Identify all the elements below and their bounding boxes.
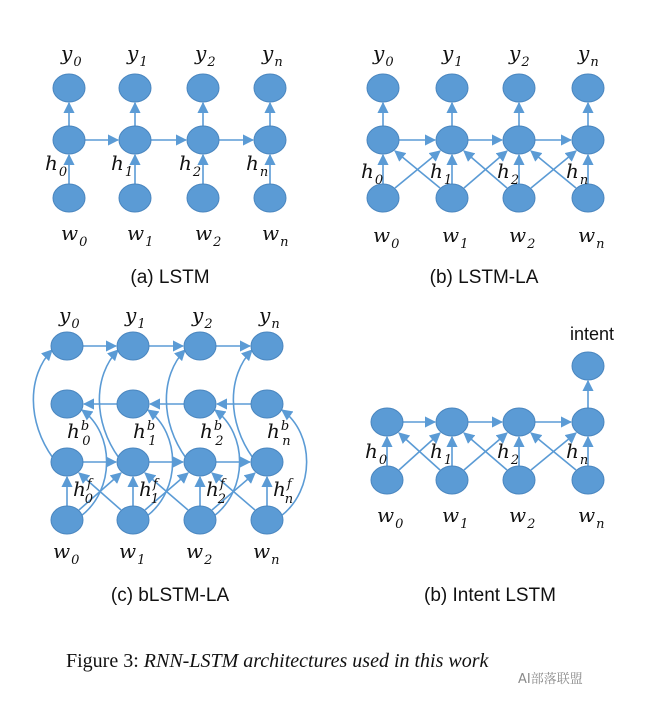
a-input-label — [195, 221, 221, 250]
a-hidden-label — [179, 151, 201, 180]
d-input-label-sub: n — [596, 517, 605, 532]
b-output-label-sub: 2 — [521, 55, 530, 70]
c-input-label-base: w — [253, 539, 271, 563]
d-input-label-base: w — [442, 503, 460, 527]
a-hidden-node — [119, 126, 151, 154]
d-input-node — [572, 466, 604, 494]
c-forward-label-sub: 1 — [150, 492, 159, 507]
c-backward-label-base: h — [133, 419, 146, 443]
a-output-label-base: y — [262, 41, 274, 65]
b-hidden-node — [572, 126, 604, 154]
b-output-label — [441, 41, 463, 70]
a-hidden-label-sub: n — [259, 165, 269, 180]
b-input-node — [367, 184, 399, 212]
b-output-label-sub: n — [590, 55, 599, 70]
a-output-node — [53, 74, 85, 102]
c-input-label-sub: 2 — [204, 553, 213, 568]
c-panel-caption: (c) bLSTM-LA — [110, 585, 230, 606]
a-output-label-sub: n — [274, 55, 283, 70]
c-input-label — [186, 539, 212, 568]
b-hidden-label-base: h — [497, 159, 510, 183]
a-hidden-label — [45, 151, 67, 180]
c-input-label — [119, 539, 145, 568]
b-hidden-label — [566, 159, 588, 188]
a-output-label-base: y — [127, 41, 139, 65]
c-input-node — [184, 506, 216, 534]
c-backward-label-sub: n — [282, 434, 291, 449]
d-intent-label: intent — [569, 324, 615, 344]
b-input-label-sub: 2 — [527, 237, 536, 252]
a-input-node — [254, 184, 286, 212]
c-backward-label-sup: b — [280, 419, 290, 434]
b-input-node — [436, 184, 468, 212]
d-input-node — [436, 466, 468, 494]
b-output-node — [436, 74, 468, 102]
c-forward-label — [206, 477, 227, 507]
c-forward-label-sup: f — [219, 477, 225, 492]
a-input-label-base: w — [195, 221, 213, 245]
figure-caption-prefix: Figure 3: — [66, 650, 139, 672]
b-hidden-label — [361, 159, 383, 188]
b-hidden-label-sub: 1 — [443, 173, 453, 188]
b-input-node — [503, 184, 535, 212]
d-hidden-node — [572, 408, 604, 436]
c-backward-label-base: h — [200, 419, 213, 443]
b-output-label-base: y — [442, 41, 454, 65]
c-input-label-sub: 1 — [137, 553, 146, 568]
a-output-label-sub: 2 — [207, 55, 216, 70]
d-hidden-node — [503, 408, 535, 436]
c-input-label-base: w — [186, 539, 204, 563]
b-output-label — [372, 41, 394, 70]
a-output-node — [187, 74, 219, 102]
d-hidden-label-base: h — [365, 439, 378, 463]
a-hidden-label — [111, 151, 133, 180]
d-input-label — [509, 503, 535, 532]
c-backward-label-sub: 1 — [148, 434, 157, 449]
c-backward-label — [267, 419, 291, 449]
c-forward-hidden-node — [51, 448, 83, 476]
c-backward-hidden-node — [184, 390, 216, 418]
a-input-label — [262, 221, 289, 250]
d-hidden-label-base: h — [497, 439, 510, 463]
d-input-label — [442, 503, 468, 532]
c-output-label-sub: 2 — [204, 317, 213, 332]
a-input-label-sub: 2 — [213, 235, 222, 250]
d-hidden-label — [365, 439, 387, 468]
b-hidden-label — [430, 159, 452, 188]
a-input-label-base: w — [127, 221, 145, 245]
c-backward-label-sup: b — [80, 419, 90, 434]
b-output-label-base: y — [509, 41, 521, 65]
d-hidden-label-base: h — [430, 439, 443, 463]
c-forward-label-base: h — [273, 477, 286, 501]
b-output-node — [572, 74, 604, 102]
figure-caption-title: RNN-LSTM architectures used in this work — [143, 650, 489, 672]
c-forward-label-base: h — [73, 477, 86, 501]
c-forward-label-base: h — [139, 477, 152, 501]
b-hidden-node — [367, 126, 399, 154]
b-output-label-base: y — [373, 41, 385, 65]
a-input-label-sub: 0 — [79, 235, 88, 250]
c-output-label — [258, 303, 280, 332]
d-input-label-base: w — [377, 503, 395, 527]
d-intent-node — [572, 352, 604, 380]
b-output-node — [503, 74, 535, 102]
a-hidden-label-base: h — [179, 151, 192, 175]
c-output-label-base: y — [59, 303, 71, 327]
c-backward-label-base: h — [267, 419, 280, 443]
d-hidden-label-sub: 1 — [443, 453, 453, 468]
b-input-label — [509, 223, 535, 252]
c-forward-label-sup: f — [86, 477, 92, 492]
c-output-node — [251, 332, 283, 360]
b-output-label — [577, 41, 599, 70]
a-input-label — [61, 221, 87, 250]
b-input-label-sub: 0 — [391, 237, 400, 252]
a-input-label-base: w — [61, 221, 79, 245]
a-input-node — [53, 184, 85, 212]
c-input-label — [253, 539, 280, 568]
c-backward-label-sup: b — [213, 419, 223, 434]
c-output-node — [184, 332, 216, 360]
c-forward-label-sup: f — [286, 477, 292, 492]
a-output-label-sub: 1 — [139, 55, 148, 70]
b-input-label — [442, 223, 468, 252]
c-backward-label-sub: 0 — [82, 434, 91, 449]
b-input-label — [373, 223, 399, 252]
a-input-label — [127, 221, 153, 250]
d-input-label-sub: 2 — [527, 517, 536, 532]
d-panel-caption: (b) Intent LSTM — [424, 585, 556, 606]
c-backward-label-base: h — [67, 419, 80, 443]
d-input-label-sub: 1 — [460, 517, 469, 532]
c-output-node — [117, 332, 149, 360]
d-input-label-base: w — [509, 503, 527, 527]
a-output-label-base: y — [195, 41, 207, 65]
a-input-label-sub: 1 — [145, 235, 154, 250]
a-output-label-base: y — [61, 41, 73, 65]
a-hidden-label-base: h — [246, 151, 259, 175]
b-output-label-sub: 0 — [385, 55, 394, 70]
a-output-label — [126, 41, 148, 70]
c-input-node — [251, 506, 283, 534]
a-hidden-label-sub: 1 — [124, 165, 134, 180]
b-output-label-sub: 1 — [454, 55, 463, 70]
b-output-node — [367, 74, 399, 102]
b-hidden-label — [497, 159, 519, 188]
c-forward-label-sub: n — [284, 492, 294, 507]
a-hidden-label-sub: 2 — [192, 165, 202, 180]
a-output-node — [254, 74, 286, 102]
c-forward-label-sub: 0 — [84, 492, 93, 507]
b-hidden-label-base: h — [361, 159, 374, 183]
b-input-label-base: w — [578, 223, 596, 247]
b-input-label-sub: n — [596, 237, 605, 252]
c-input-label — [53, 539, 79, 568]
a-output-label-sub: 0 — [73, 55, 82, 70]
c-output-label — [58, 303, 80, 332]
c-forward-label-sub: 2 — [217, 492, 226, 507]
b-hidden-label-sub: 0 — [374, 173, 384, 188]
b-hidden-node — [503, 126, 535, 154]
d-hidden-label-sub: 2 — [510, 453, 520, 468]
c-input-label-sub: n — [271, 553, 280, 568]
d-input-label-sub: 0 — [395, 517, 404, 532]
d-hidden-label-sub: n — [579, 453, 589, 468]
c-forward-hidden-node — [184, 448, 216, 476]
a-output-label — [60, 41, 82, 70]
c-output-node — [51, 332, 83, 360]
c-output-label-sub: 1 — [137, 317, 146, 332]
c-forward-label-base: h — [206, 477, 219, 501]
c-output-label-sub: n — [271, 317, 280, 332]
d-hidden-label-base: h — [566, 439, 579, 463]
b-hidden-label-base: h — [566, 159, 579, 183]
c-input-node — [51, 506, 83, 534]
a-input-label-sub: n — [280, 235, 289, 250]
c-forward-to-output-arrow — [33, 350, 53, 458]
c-forward-label — [273, 477, 294, 507]
c-backward-label — [200, 419, 224, 449]
d-hidden-node — [436, 408, 468, 436]
c-input-label-sub: 0 — [71, 553, 80, 568]
b-panel-caption: (b) LSTM-LA — [429, 267, 539, 288]
a-output-label — [194, 41, 216, 70]
a-input-node — [119, 184, 151, 212]
b-hidden-label-sub: n — [579, 173, 589, 188]
a-panel-caption: (a) LSTM — [130, 267, 210, 288]
c-backward-label — [67, 419, 91, 449]
watermark-text: AI部落联盟 — [518, 672, 583, 687]
c-output-label-base: y — [125, 303, 137, 327]
d-hidden-label-sub: 0 — [378, 453, 388, 468]
a-hidden-node — [53, 126, 85, 154]
c-input-label-base: w — [53, 539, 71, 563]
a-hidden-label-sub: 0 — [58, 165, 68, 180]
a-hidden-node — [187, 126, 219, 154]
c-backward-hidden-node — [251, 390, 283, 418]
b-input-label-base: w — [373, 223, 391, 247]
d-hidden-node — [371, 408, 403, 436]
c-backward-hidden-node — [51, 390, 83, 418]
c-forward-label-sup: f — [152, 477, 158, 492]
a-hidden-label-base: h — [111, 151, 124, 175]
c-backward-label-sub: 2 — [215, 434, 224, 449]
c-output-label — [124, 303, 146, 332]
c-output-label-sub: 0 — [71, 317, 80, 332]
c-backward-label-sup: b — [146, 419, 156, 434]
a-output-node — [119, 74, 151, 102]
b-output-label — [508, 41, 530, 70]
c-forward-label — [139, 477, 160, 507]
b-hidden-label-base: h — [430, 159, 443, 183]
b-hidden-label-sub: 2 — [510, 173, 520, 188]
b-input-node — [572, 184, 604, 212]
a-hidden-label-base: h — [45, 151, 58, 175]
b-hidden-node — [436, 126, 468, 154]
d-input-node — [503, 466, 535, 494]
d-input-label — [377, 503, 403, 532]
b-output-label-base: y — [578, 41, 590, 65]
b-input-label-base: w — [442, 223, 460, 247]
a-input-label-base: w — [262, 221, 280, 245]
a-input-node — [187, 184, 219, 212]
c-input-label-base: w — [119, 539, 137, 563]
b-input-label-base: w — [509, 223, 527, 247]
c-input-node — [117, 506, 149, 534]
c-forward-label — [73, 477, 94, 507]
a-hidden-node — [254, 126, 286, 154]
c-output-label-base: y — [259, 303, 271, 327]
d-input-label-base: w — [578, 503, 596, 527]
a-hidden-label — [246, 151, 268, 180]
d-input-node — [371, 466, 403, 494]
c-output-label-base: y — [192, 303, 204, 327]
b-input-label — [578, 223, 605, 252]
d-input-label — [578, 503, 605, 532]
c-backward-label — [133, 419, 157, 449]
c-forward-hidden-node — [251, 448, 283, 476]
b-input-label-sub: 1 — [460, 237, 469, 252]
c-output-label — [191, 303, 213, 332]
c-backward-hidden-node — [117, 390, 149, 418]
c-forward-hidden-node — [117, 448, 149, 476]
a-output-label — [261, 41, 283, 70]
